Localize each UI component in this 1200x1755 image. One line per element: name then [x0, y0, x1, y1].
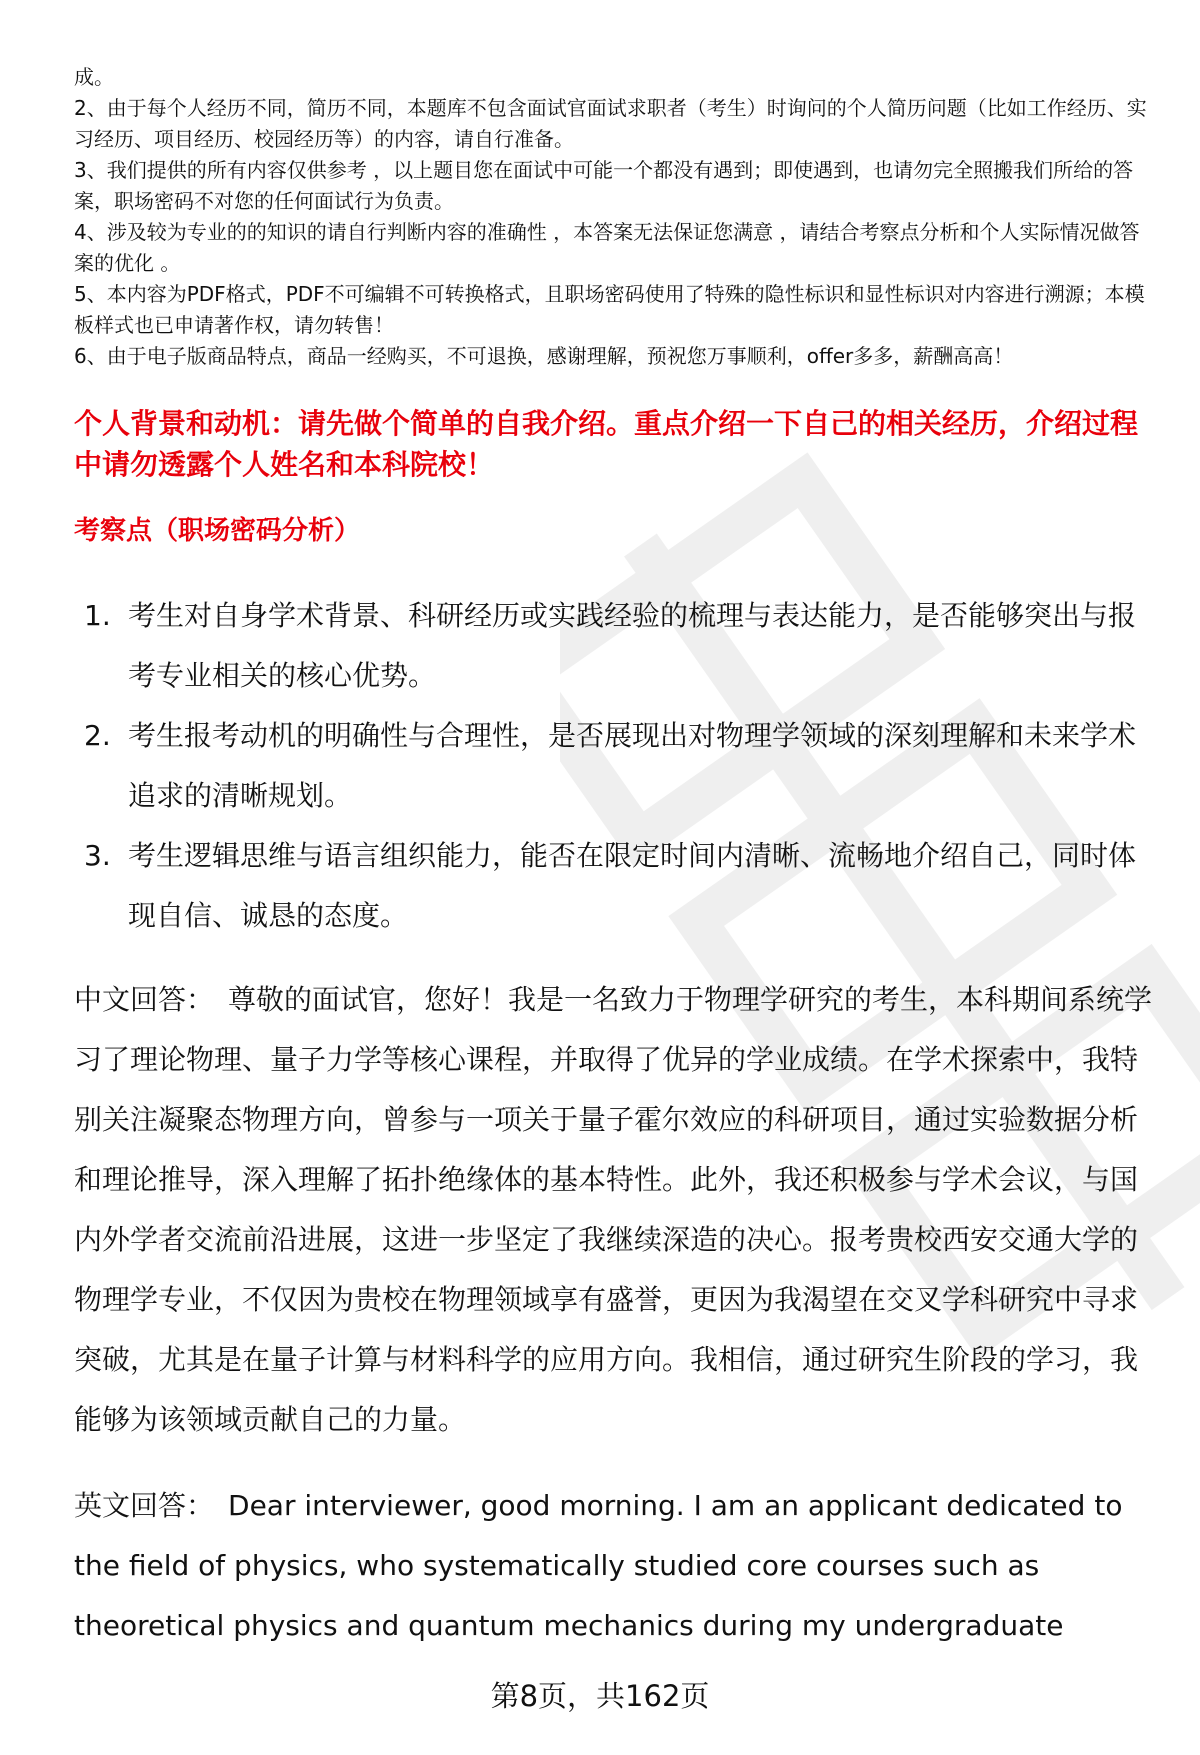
points-heading: 考察点（职场密码分析） — [74, 516, 361, 546]
english-answer — [74, 1476, 1154, 1656]
list-text: 考生报考动机的明确性与合理性，是否展现出对物理学领域的深刻理解和未来学术追求的清晰规划。 — [128, 719, 1137, 812]
page-number: 第8页，共162页 — [490, 1679, 710, 1713]
disclaimer-notes — [74, 62, 1154, 372]
interview-question: 个人背景和动机：请先做个简单的自我介绍。重点介绍一下自己的相关经历，介绍过程中请勿透露个人姓名和本科院校！ — [74, 407, 1139, 481]
note-line: 成。 — [74, 65, 114, 89]
english-answer-label: 英文回答： — [74, 1489, 215, 1522]
list-item — [74, 706, 1154, 826]
list-number: 1. — [84, 599, 111, 632]
assessment-points-list — [74, 586, 1154, 946]
list-item — [74, 826, 1154, 946]
list-text: 考生对自身学术背景、科研经历或实践经验的梳理与表达能力，是否能够突出与报考专业相关的核心优势。 — [128, 599, 1137, 692]
list-number: 2. — [84, 719, 111, 752]
chinese-answer — [74, 970, 1154, 1450]
chinese-answer-label: 中文回答： — [74, 983, 215, 1016]
note-line: 3、我们提供的所有内容仅供参考 ，以上题目您在面试中可能一个都没有遇到；即使遇到，也请勿完全照搬我们所给的答案，职场密码不对您的任何面试行为负责。 — [74, 158, 1134, 213]
english-answer-text: Dear interviewer, good morning. I am an applicant dedicated to the field of physics, who systematically studied core courses such as theoretical physics and quantum mechanics during my undergraduate — [74, 1489, 1123, 1642]
note-line: 6、由于电子版商品特点，商品一经购买，不可退换，感谢理解，预祝您万事顺利，offer多多，薪酬高高！ — [74, 344, 1014, 368]
list-text: 考生逻辑思维与语言组织能力，能否在限定时间内清晰、流畅地介绍自己，同时体现自信、诚恳的态度。 — [128, 839, 1137, 932]
note-line: 2、由于每个人经历不同，简历不同，本题库不包含面试官面试求职者（考生）时询问的个人简历问题（比如工作经历、实习经历、项目经历、校园经历等）的内容，请自行准备。 — [74, 96, 1147, 151]
list-item — [74, 586, 1154, 706]
note-line: 5、本内容为PDF格式，PDF不可编辑不可转换格式，且职场密码使用了特殊的隐性标识和显性标识对内容进行溯源；本模板样式也已申请著作权，请勿转售！ — [74, 282, 1145, 337]
chinese-answer-text: 尊敬的面试官，您好！我是一名致力于物理学研究的考生，本科期间系统学习了理论物理、量子力学等核心课程，并取得了优异的学业成绩。在学术探索中，我特别关注凝聚态物理方向，曾参与一项关于量子霍尔效应的科研项目，通过实验数据分析和理论推导，深入理解了拓扑绝缘体的基本特性。此外，我还积极参与学术会议，与国内外学者交流前沿进展，这进一步坚定了我继续深造的决心。报考贵校西安交通大学的物理学专业，不仅因为贵校在物理领域享有盛誉，更因为我渴望在交叉学科研究中寻求突破，尤其是在量子计算与材料科学的应用方向。我相信，通过研究生阶段的学习，我能够为该领域贡献自己的力量。 — [74, 983, 1153, 1436]
list-number: 3. — [84, 839, 111, 872]
note-line: 4、涉及较为专业的的知识的请自行判断内容的准确性 ，本答案无法保证您满意 ，请结合考察点分析和个人实际情况做答案的优化 。 — [74, 220, 1140, 275]
